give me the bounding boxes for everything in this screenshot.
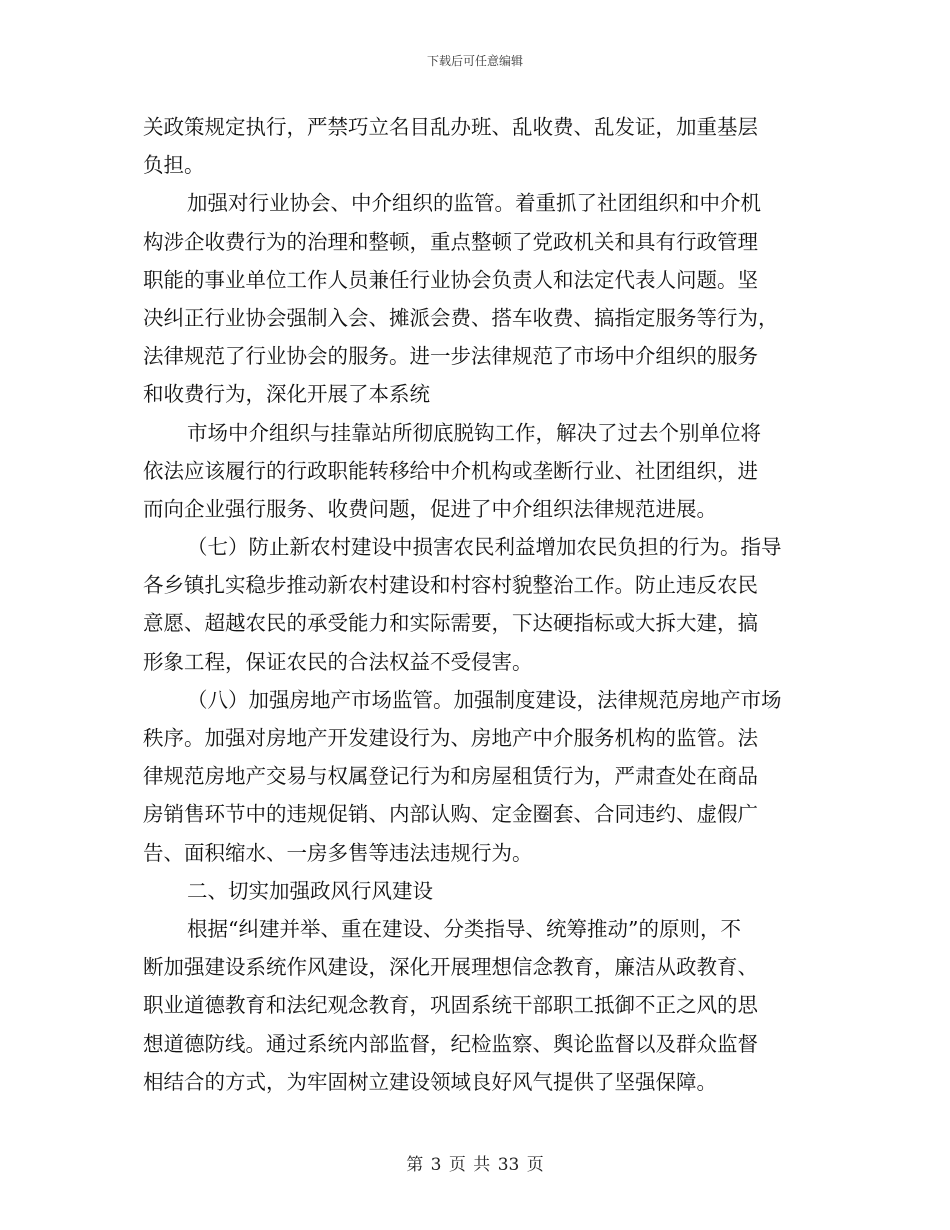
text-line: 职能的事业单位工作人员兼任行业协会负责人和法定代表人问题。坚 xyxy=(143,267,758,292)
text-line: 形象工程，保证农民的合法权益不受侵害。 xyxy=(143,649,533,674)
text-line: 各乡镇扎实稳步推动新农村建设和村容村貌整治工作。防止违反农民 xyxy=(143,573,758,598)
text-line: 决纠正行业协会强制入会、摊派会费、搭车收费、搞指定服务等行为， xyxy=(143,305,779,330)
text-line: 律规范房地产交易与权属登记行为和房屋租赁行为，严肃查处在商品 xyxy=(143,764,758,789)
text-line: 而向企业强行服务、收费问题，促进了中介组织法律规范进展。 xyxy=(143,496,717,521)
text-line: 秩序。加强对房地产开发建设行为、房地产中介服务机构的监管。法 xyxy=(143,726,758,750)
text-line: 想道德防线。通过系统内部监督，纪检监察、舆论监督以及群众监督 xyxy=(143,1031,758,1056)
text-line: 法律规范了行业协会的服务。进一步法律规范了市场中介组织的服务 xyxy=(143,344,758,369)
text-line: 意愿、超越农民的承受能力和实际需要，下达硬指标或大拆大建，搞 xyxy=(143,611,758,636)
text-line: 市场中介组织与挂靠站所彻底脱钩工作，解决了过去个别单位将 xyxy=(187,420,761,445)
text-line: （八）加强房地产市场监管。加强制度建设，法律规范房地产市场 xyxy=(187,687,782,712)
text-line: 断加强建设系统作风建设，深化开展理想信念教育，廉洁从政教育、 xyxy=(143,955,758,980)
text-line: 根据“纠建并举、重在建设、分类指导、统筹推动”的原则，不 xyxy=(187,916,741,941)
text-line: 关政策规定执行，严禁巧立名目乱办班、乱收费、乱发证，加重基层 xyxy=(143,115,758,139)
text-line: 构涉企收费行为的治理和整顿，重点整顿了党政机关和具有行政管理 xyxy=(143,229,758,254)
text-line: 加强对行业协会、中介组织的监管。着重抓了社团组织和中介机 xyxy=(187,191,761,216)
text-line: 和收费行为，深化开展了本系统 xyxy=(143,382,430,407)
page-header: 下载后可任意编辑 xyxy=(426,54,523,68)
text-line: （七）防止新农村建设中损害农民利益增加农民负担的行为。指导 xyxy=(187,535,782,560)
text-line: 依法应该履行的行政职能转移给中介机构或垄断行业、社团组织，进 xyxy=(143,458,758,483)
text-line: 房销售环节中的违规促销、内部认购、定金圈套、合同违约、虚假广 xyxy=(143,802,758,827)
text-line: 相结合的方式，为牢固树立建设领域良好风气提供了坚强保障。 xyxy=(143,1069,717,1094)
text-line: 职业道德教育和法纪观念教育，巩固系统干部职工抵御不正之风的思 xyxy=(143,993,758,1018)
page-number: 第 3 页 共 33 页 xyxy=(406,1155,544,1175)
section-heading: 二、切实加强政风行风建设 xyxy=(187,878,433,903)
text-line: 告、面积缩水、一房多售等违法违规行为。 xyxy=(143,840,533,865)
text-line: 负担。 xyxy=(143,153,205,178)
document-body xyxy=(143,108,808,1101)
